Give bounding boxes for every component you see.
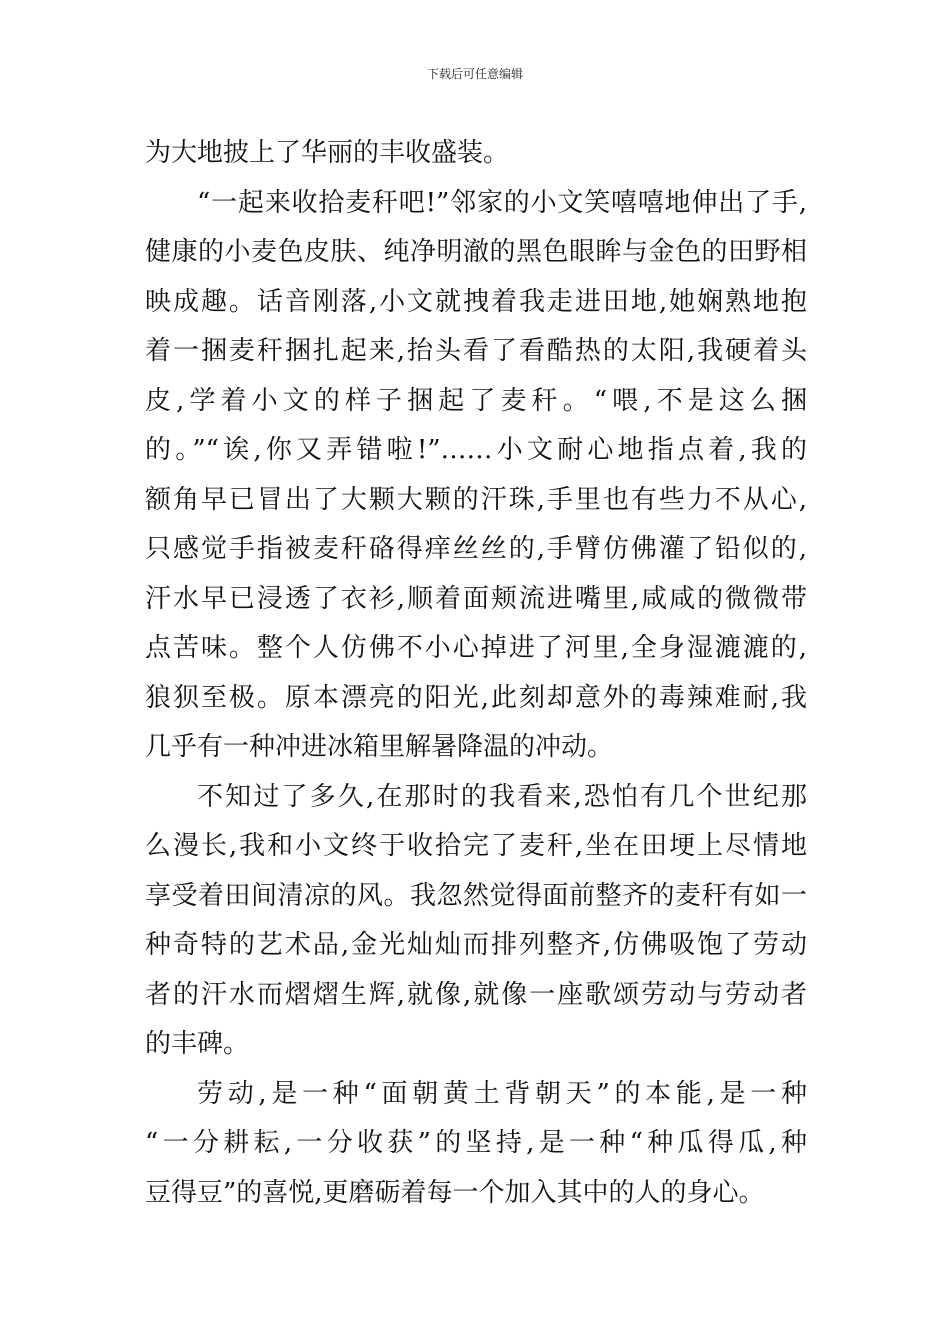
document-body xyxy=(145,129,807,1218)
text-line: 着一捆麦秆捆扎起来,抬头看了看酷热的太阳,我硬着头 xyxy=(145,336,807,366)
text-line: 只感觉手指被麦秆硌得痒丝丝的,手臂仿佛灌了铅似的, xyxy=(145,534,807,564)
text-line: 的。”“诶,你又弄错啦!”……小文耐心地指点着,我的 xyxy=(145,435,807,465)
text-line: 额角早已冒出了大颗大颗的汗珠,手里也有些力不从心, xyxy=(145,484,807,515)
text-line: 健康的小麦色皮肤、纯净明澈的黑色眼眸与金色的田野相 xyxy=(145,237,807,267)
text-line: 汗水早已浸透了衣衫,顺着面颊流进嘴里,咸咸的微微带 xyxy=(145,583,807,614)
text-line: 种奇特的艺术品,金光灿灿而排列整齐,仿佛吸饱了劳动 xyxy=(145,930,807,960)
text-line: 豆得豆”的喜悦,更磨砺着每一个加入其中的人的身心。 xyxy=(145,1177,765,1208)
text-line: 皮,学着小文的样子捆起了麦秆。“喂,不是这么捆 xyxy=(145,385,807,416)
text-line: 的丰碑。 xyxy=(145,1029,250,1059)
text-line: 为大地披上了华丽的丰收盛装。 xyxy=(145,138,510,168)
text-line: 点苦味。整个人仿佛不小心掉进了河里,全身湿漉漉的, xyxy=(145,633,807,663)
text-line: 几乎有一种冲进冰箱里解暑降温的冲动。 xyxy=(145,732,614,762)
text-line: “一起来收拾麦秆吧!”邻家的小文笑嘻嘻地伸出了手, xyxy=(197,187,807,218)
text-line: “一分耕耘,一分收获”的坚持,是一种“种瓜得瓜,种 xyxy=(145,1128,807,1158)
text-line: 映成趣。话音刚落,小文就拽着我走进田地,她娴熟地抱 xyxy=(145,286,807,317)
text-line: 享受着田间清凉的风。我忽然觉得面前整齐的麦秆有如一 xyxy=(145,880,807,911)
text-line: 者的汗水而熠熠生辉,就像,就像一座歌颂劳动与劳动者 xyxy=(145,979,807,1010)
text-line: 劳动,是一种“面朝黄土背朝天”的本能,是一种 xyxy=(197,1078,807,1109)
text-line: 不知过了多久,在那时的我看来,恐怕有几个世纪那 xyxy=(197,781,807,812)
text-line: 狼狈至极。原本漂亮的阳光,此刻却意外的毒辣难耐,我 xyxy=(145,682,807,713)
text-line: 么漫长,我和小文终于收拾完了麦秆,坐在田埂上尽情地 xyxy=(145,831,807,861)
page-header: 下载后可任意编辑 xyxy=(426,67,523,81)
